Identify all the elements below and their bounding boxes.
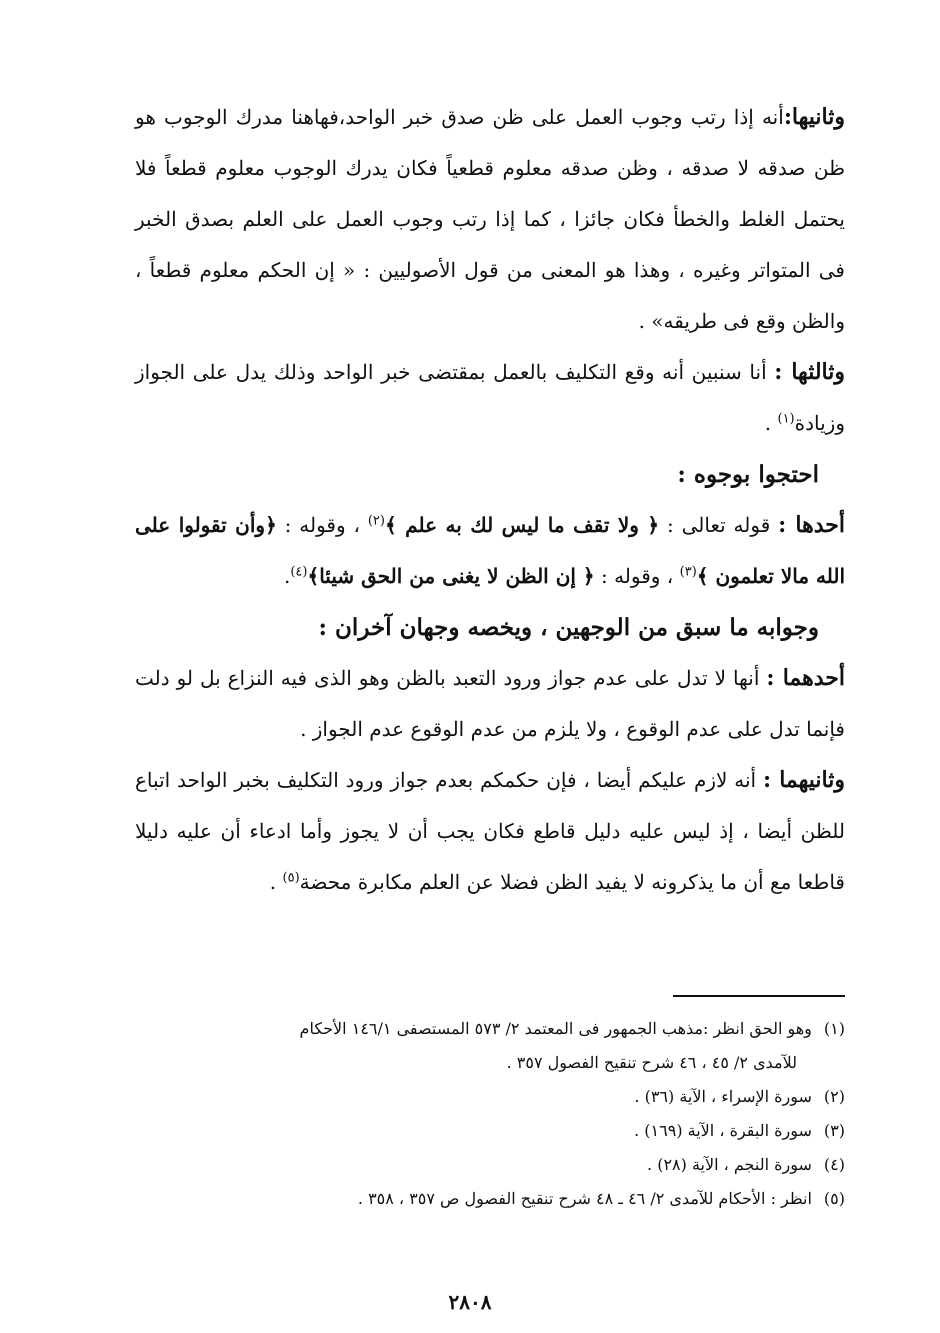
footnote-number: (٥) [823,1189,845,1208]
quran-verse: ﴿وأن تقولوا على الله مالا تعلمون ﴾ [135,513,845,588]
paragraph-end: . [283,564,291,588]
paragraph-text: أنا سنبين أنه وقع التكليف بالعمل بمقتضى خبر الواحد وذلك يدل على الجواز وزيادة [135,360,845,435]
paragraph-lead: وثالثها : [774,359,845,385]
paragraph-second-argument [135,92,845,347]
paragraph-first-objection [135,500,845,602]
footnote-text: سورة النجم ، الآية (٢٨) . [647,1155,812,1174]
paragraph-second-response [135,755,845,908]
footnote-3 [135,1114,845,1148]
footnote-number: (٣) [823,1121,845,1140]
footnote-text: وهو الحق انظر :مذهب الجمهور فى المعتمد ٢/ ٥٧٣ المستصفى ١٤٦/١ الأحكام [299,1019,812,1038]
footnote-2 [135,1080,845,1114]
quran-verse: ﴿ إن الظن لا يغنى من الحق شيئا﴾ [307,564,595,588]
paragraph-text: قوله تعالى : [659,513,779,537]
footnote-ref: (٣) [679,564,697,580]
paragraph-end: . [269,870,283,894]
paragraph-third-argument [135,347,845,449]
footnote-ref: (٥) [282,870,300,886]
footnote-4 [135,1148,845,1182]
footnote-number: (٢) [823,1087,845,1106]
footnotes [135,1012,845,1216]
footnote-number: (٤) [823,1155,845,1174]
footnote-ref: (١) [777,411,795,427]
main-text [135,92,845,908]
paragraph-lead: أحدهما : [766,665,845,691]
footnote-ref: (٢) [367,513,385,529]
paragraph-text: أنه لازم عليكم أيضا ، فإن حكمكم بعدم جواز ورود التكليف بخبر الواحد اتباع للظن أيضا ، إذ ليس عليه دليل قاطع فكان يجب أن لا يجوز وأما ادعاء أن عليه دليلا قاطعا مع أن ما يذكرونه لا يفيد الظن فضلا عن العلم مكابرة محضة [135,768,845,894]
footnote-number: (١) [823,1019,845,1038]
page-number: ٢٨٠٨ [448,1290,492,1314]
paragraph-lead: أحدها : [778,512,845,538]
footnote-1-continued: للآمدى ٢/ ٤٥ ، ٤٦ شرح تنقيح الفصول ٣٥٧ . [506,1053,797,1072]
footnote-text: سورة البقرة ، الآية (١٦٩) . [634,1121,812,1140]
section-heading-objections: احتجوا بوجوه : [677,461,819,488]
footnote-ref: (٤) [290,564,308,580]
paragraph-text: ، وقوله : [594,564,680,588]
footnote-1 [135,1012,845,1046]
paragraph-lead: وثانيهما : [762,767,845,793]
footnote-separator [673,995,845,997]
quran-verse: ﴿ ولا تقف ما ليس لك به علم ﴾ [384,513,660,537]
paragraph-text: ، وقوله : [276,513,368,537]
paragraph-lead: وثانيها: [783,104,845,130]
footnote-text: سورة الإسراء ، الآية (٣٦) . [634,1087,812,1106]
paragraph-end: . [764,411,778,435]
footnote-text: انظر : الأحكام للآمدى ٢/ ٤٦ ـ ٤٨ شرح تنقيح الفصول ص ٣٥٧ ، ٣٥٨ . [357,1189,812,1208]
footnote-5 [135,1182,845,1216]
paragraph-text: أنها لا تدل على عدم جواز ورود التعبد بالظن وهو الذى فيه النزاع بل لو دلت فإنما تدل على عدم الوقوع ، ولا يلزم من عدم الوقوع عدم الجواز . [135,666,845,741]
paragraph-first-response [135,653,845,755]
section-heading-response: وجوابه ما سبق من الوجهين ، ويخصه وجهان آخران : [318,614,819,641]
paragraph-text: أنه إذا رتب وجوب العمل على ظن صدق خبر الواحد،فهاهنا مدرك الوجوب هو ظن صدقه لا صدقه ، وظن صدقه معلوم قطعياً فكان يدرك الوجوب معلوم قطعاً فلا يحتمل الغلط والخطأ فكان جائزا ، كما إذا رتب وجوب العمل على العلم بصدق الخبر فى المتواتر وغيره ، وهذا هو المعنى من قول الأصوليين : « إن الحكم معلوم قطعاً ، والظن وقع فى طريقه» . [135,105,845,333]
